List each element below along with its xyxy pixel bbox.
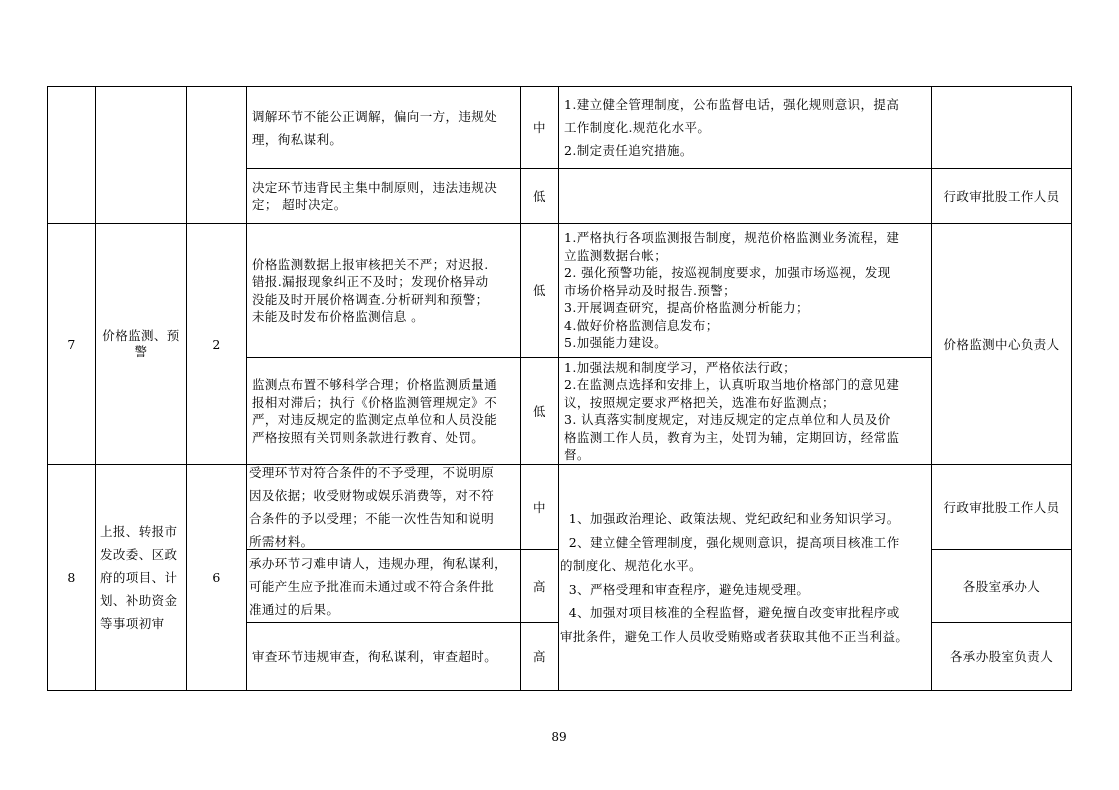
risk-level-cell: 高 [533,649,546,664]
sequence-number-cell: 8 [67,570,76,585]
risk-point-line: 报相对滞后；执行《价格监测管理规定》不 [252,394,498,410]
prevention-measures-cell [564,358,930,464]
risk-point-cell [252,623,519,690]
measure-line: 工作制度化.规范化水平。 [564,120,711,135]
risk-level-cell: 低 [533,188,546,204]
measure-line: 格监测工作人员，教育为主，处罚为辅，定期回访，经常监 [564,429,900,445]
matter-name-line: 府的项目、计 [100,570,178,585]
responsible-person-cell: 价格监测中心负责人 [943,336,1060,352]
risk-level-cell: 低 [533,403,546,419]
risk-point-cell [252,169,519,223]
measure-line: 3、严格受理和审查程序，避免违规受理。 [560,581,810,597]
measure-line: 2、建立健全管理制度，强化规则意识，提高项目核准工作 [560,534,900,550]
matter-name-line: 发改委、区政 [100,547,178,562]
risk-count-cell: 6 [212,570,221,585]
prevention-measures-cell [560,465,931,690]
measure-line: 2. 强化预警功能，按巡视制度要求，加强市场巡视，发现 [564,265,891,281]
measure-line: 1.严格执行各项监测报告制度，规范价格监测业务流程，建 [564,230,900,246]
risk-point-line: 理，徇私谋利。 [252,131,343,147]
measure-line: 市场价格异动及时报告.预警； [564,282,737,298]
responsible-person-cell: 行政审批股工作人员 [943,499,1060,515]
risk-point-line: 承办环节刁难申请人，违规办理，徇私谋利， [249,555,508,571]
risk-point-line: 可能产生应予批准而未通过或不符合条件批 [249,578,495,594]
responsible-person-cell: 各股室承办人 [962,578,1041,594]
risk-level-cell: 中 [533,499,546,515]
risk-point-line: 决定环节违背民主集中制原则，违法违规决 [252,180,498,195]
measure-line: 审批条件，避免工作人员收受贿赂或者获取其他不正当利益。 [560,628,909,644]
page-number: 89 [551,730,567,744]
risk-count-cell: 2 [212,336,221,352]
sequence-number-cell: 7 [67,336,76,352]
risk-point-line: 没能及时开展价格调查.分析研判和预警； [252,291,489,307]
risk-point-line: 因及依据；收受财物或娱乐消费等，对不符 [249,488,495,503]
measure-line: 4、加强对项目核准的全程监督，避免擅自改变审批程序或 [560,605,900,620]
risk-point-line: 价格监测数据上报审核把关不严；对迟报. [252,256,489,272]
matter-name-line: 上报、转报市 [100,524,178,539]
risk-point-line: 定； 超时决定。 [252,197,347,212]
matter-name-cell [96,465,186,690]
matter-name-line: 价格监测、预 [102,328,180,343]
risk-point-line: 合条件的予以受理；不能一次性告知和说明 [249,511,495,526]
risk-level-cell: 低 [533,283,546,298]
risk-point-cell [252,358,519,464]
measure-line: 议，按照规定要求严格把关，选准布好监测点； [564,394,835,410]
risk-point-cell [249,465,520,549]
measure-line: 3. 认真落实制度规定，对违反规定的定点单位和人员及价 [564,412,891,427]
risk-level-cell: 高 [533,578,546,594]
risk-point-line: 严格按照有关罚则条款进行教育、处罚。 [252,429,485,445]
matter-name-line: 划、补助资金 [100,593,178,608]
measure-line: 1.加强法规和制度学习，严格依法行政； [564,359,797,375]
measure-line: 1、加强政治理论、政策法规、党纪政纪和业务知识学习。 [560,511,900,526]
risk-point-cell [252,87,519,168]
measure-line: 3.开展调查研究，提高价格监测分析能力； [564,300,809,316]
risk-point-cell [249,550,520,622]
responsible-person-cell: 各承办股室负责人 [949,649,1054,664]
risk-point-line: 未能及时发布价格监测信息 。 [252,309,425,324]
measure-line: 的制度化、规范化水平。 [560,558,702,573]
risk-point-cell [252,224,519,357]
matter-name-line: 等事项初审 [100,616,165,631]
measure-line: 4.做好价格监测信息发布； [564,317,719,333]
measure-line: 2.制定责任追究措施。 [564,143,693,158]
risk-point-line: 监测点布置不够科学合理；价格监测质量通 [252,377,498,392]
risk-point-line: 准通过的后果。 [249,601,340,617]
risk-level-cell: 中 [533,120,546,135]
risk-point-line: 所需材料。 [249,534,314,549]
risk-point-line: 调解环节不能公正调解，偏向一方，违规处 [252,108,498,124]
measure-line: 督。 [564,447,590,462]
prevention-measures-cell [564,224,930,357]
risk-point-line: 审查环节违规审查，徇私谋利，审查超时。 [252,649,498,664]
measure-line: 2.在监测点选择和安排上，认真听取当地价格部门的意见建 [564,377,900,392]
matter-name-line: 警 [134,344,148,359]
measure-line: 1.建立健全管理制度，公布监督电话，强化规则意识，提高 [564,97,900,112]
responsible-person-cell: 行政审批股工作人员 [943,188,1060,204]
risk-point-line: 错报.漏报现象纠正不及时；发现价格异动 [252,274,489,289]
risk-point-line: 严，对违反规定的监测定点单位和人员没能 [252,412,498,427]
risk-point-line: 受理环节对符合条件的不予受理，不说明原 [249,465,495,480]
prevention-measures-cell [564,87,930,168]
measure-line: 立监测数据台帐； [564,247,668,263]
measure-line: 5.加强能力建设。 [564,335,668,351]
matter-name-cell [96,224,186,464]
